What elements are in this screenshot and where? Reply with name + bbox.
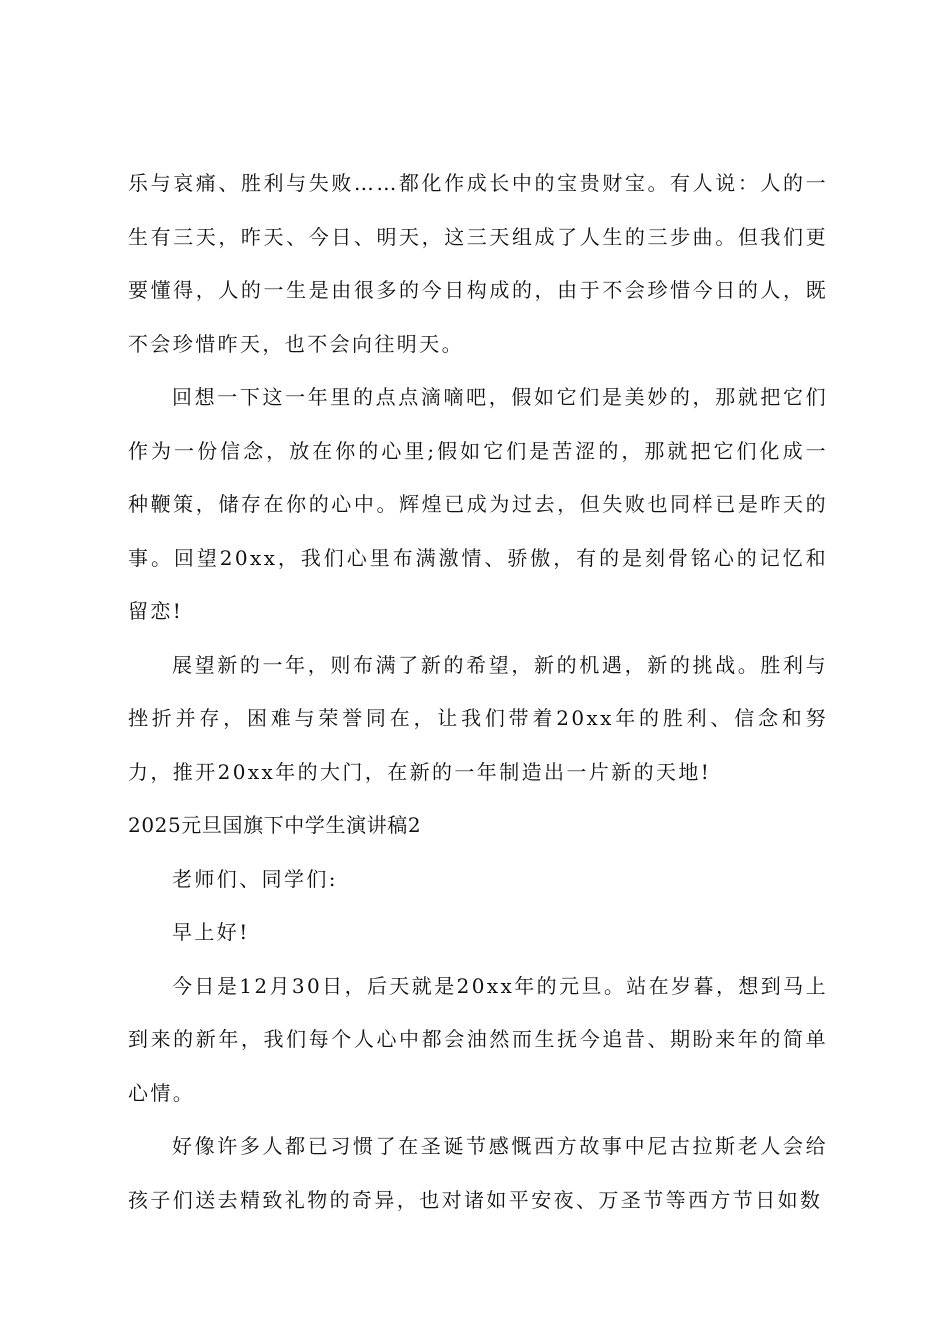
section-title: 2025元旦国旗下中学生演讲稿2 (128, 813, 422, 837)
document-body (128, 157, 828, 1227)
paragraph-festivals: 好像许多人都已习惯了在圣诞节感慨西方故事中尼古拉斯老人会给孩子们送去精致礼物的奇异，也对诸如平安夜、万圣节等西方节日如数 (128, 1134, 828, 1212)
paragraph-date: 今日是12月30日，后天就是20xx年的元旦。站在岁暮，想到马上到来的新年，我们每个人心中都会油然而生抚今追昔、期盼来年的简单心情。 (128, 973, 828, 1105)
paragraph-outlook: 展望新的一年，则布满了新的希望，新的机遇，新的挑战。胜利与挫折并存，困难与荣誉同在，让我们带着20xx年的胜利、信念和努力，推开20xx年的大门，在新的一年制造出一片新的天地! (128, 652, 828, 784)
paragraph-reflection: 回想一下这一年里的点点滴嘀吧，假如它们是美妙的，那就把它们作为一份信念，放在你的心里;假如它们是苦涩的，那就把它们化成一种鞭策，储存在你的心中。辉煌已成为过去，但失败也同样已是昨天的事。回望20xx，我们心里布满激情、骄傲，有的是刻骨铭心的记忆和留恋! (128, 385, 828, 623)
paragraph-greeting: 早上好! (172, 920, 250, 944)
paragraph-continuation: 乐与哀痛、胜利与失败……都化作成长中的宝贵财宝。有人说：人的一生有三天，昨天、今日、明天，这三天组成了人生的三步曲。但我们更要懂得，人的一生是由很多的今日构成的，由于不会珍惜今日的人，既不会珍惜昨天，也不会向往明天。 (128, 171, 828, 356)
paragraph-salutation: 老师们、同学们: (172, 866, 338, 891)
